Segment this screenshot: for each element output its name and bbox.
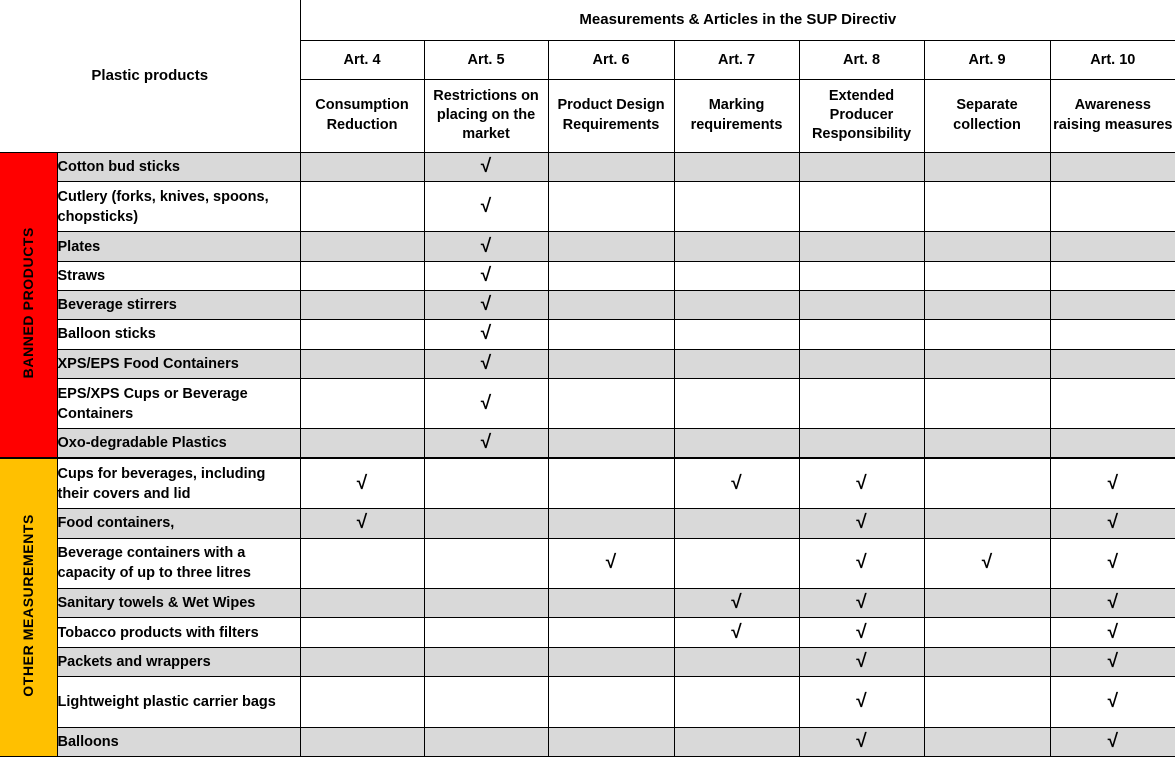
table-row (0, 538, 1175, 589)
check-cell-empty (548, 232, 674, 261)
column-desc-producer-responsibility: Extended Producer Responsibility (799, 79, 924, 152)
check-cell-marked: √ (424, 232, 548, 261)
check-cell-empty (674, 232, 799, 261)
check-cell-empty (799, 378, 924, 429)
check-cell-empty (300, 677, 424, 728)
check-cell-empty (1050, 152, 1175, 181)
category-band-banned-products (0, 152, 57, 458)
column-desc-separate-collection: Separate collection (924, 79, 1050, 152)
check-cell-marked: √ (1050, 458, 1175, 509)
column-header-art-6: Art. 6 (548, 40, 674, 79)
check-cell-empty (548, 429, 674, 458)
table-row (0, 290, 1175, 319)
check-cell-empty (799, 290, 924, 319)
check-cell-empty (924, 181, 1050, 232)
category-label: OTHER MEASUREMENTS (20, 513, 37, 697)
group-header-title: Measurements & Articles in the SUP Directiv (300, 0, 1175, 40)
category-band-other-measurements (0, 458, 57, 756)
check-cell-empty (300, 290, 424, 319)
check-cell-empty (799, 232, 924, 261)
table-row (0, 349, 1175, 378)
check-cell-empty (548, 589, 674, 618)
table-row (0, 458, 1175, 509)
check-cell-empty (548, 647, 674, 676)
check-cell-marked: √ (924, 538, 1050, 589)
check-cell-empty (300, 232, 424, 261)
column-desc-product-design: Product Design Requirements (548, 79, 674, 152)
table-body (0, 152, 1175, 757)
table-row (0, 647, 1175, 676)
check-cell-marked: √ (300, 509, 424, 538)
check-cell-marked: √ (799, 618, 924, 647)
check-cell-empty (300, 429, 424, 458)
check-cell-empty (548, 378, 674, 429)
table-row (0, 152, 1175, 181)
check-cell-empty (674, 181, 799, 232)
check-cell-empty (799, 349, 924, 378)
check-cell-empty (674, 509, 799, 538)
check-cell-empty (924, 618, 1050, 647)
check-cell-empty (424, 677, 548, 728)
table-row (0, 727, 1175, 756)
column-header-art-9: Art. 9 (924, 40, 1050, 79)
product-name-cell: Cups for beverages, including their covers and lid (57, 458, 300, 509)
check-cell-empty (300, 181, 424, 232)
check-cell-empty (674, 647, 799, 676)
check-cell-empty (799, 261, 924, 290)
check-cell-marked: √ (1050, 647, 1175, 676)
check-cell-empty (924, 378, 1050, 429)
check-cell-empty (1050, 378, 1175, 429)
column-desc-market-restrictions: Restrictions on placing on the market (424, 79, 548, 152)
table-row (0, 320, 1175, 349)
check-cell-empty (548, 458, 674, 509)
product-name-cell: Cutlery (forks, knives, spoons, chopsticks) (57, 181, 300, 232)
check-cell-empty (1050, 261, 1175, 290)
check-cell-empty (548, 152, 674, 181)
check-cell-empty (1050, 181, 1175, 232)
check-cell-marked: √ (1050, 509, 1175, 538)
check-cell-marked: √ (1050, 677, 1175, 728)
check-cell-empty (424, 509, 548, 538)
check-cell-empty (424, 538, 548, 589)
check-cell-empty (924, 589, 1050, 618)
check-cell-empty (924, 320, 1050, 349)
product-name-cell: Lightweight plastic carrier bags (57, 677, 300, 728)
table-row (0, 589, 1175, 618)
check-cell-marked: √ (424, 349, 548, 378)
check-cell-marked: √ (799, 677, 924, 728)
check-cell-marked: √ (424, 320, 548, 349)
check-cell-empty (799, 429, 924, 458)
product-name-cell: EPS/XPS Cups or Beverage Containers (57, 378, 300, 429)
check-cell-empty (674, 677, 799, 728)
column-desc-marking-requirements: Marking requirements (674, 79, 799, 152)
check-cell-empty (1050, 429, 1175, 458)
check-cell-empty (674, 290, 799, 319)
check-cell-empty (924, 458, 1050, 509)
check-cell-empty (424, 727, 548, 756)
check-cell-empty (548, 181, 674, 232)
check-cell-empty (799, 320, 924, 349)
check-cell-empty (300, 320, 424, 349)
column-header-art-5: Art. 5 (424, 40, 548, 79)
check-cell-empty (548, 349, 674, 378)
check-cell-marked: √ (1050, 589, 1175, 618)
check-cell-empty (924, 290, 1050, 319)
check-cell-marked: √ (799, 647, 924, 676)
check-cell-empty (924, 727, 1050, 756)
check-cell-empty (548, 509, 674, 538)
column-header-art-4: Art. 4 (300, 40, 424, 79)
check-cell-marked: √ (799, 727, 924, 756)
table-row (0, 429, 1175, 458)
check-cell-empty (674, 152, 799, 181)
check-cell-empty (674, 320, 799, 349)
check-cell-empty (924, 429, 1050, 458)
product-name-cell: Balloon sticks (57, 320, 300, 349)
column-header-art-10: Art. 10 (1050, 40, 1175, 79)
product-name-cell: Tobacco products with filters (57, 618, 300, 647)
check-cell-marked: √ (424, 181, 548, 232)
product-name-cell: Oxo-degradable Plastics (57, 429, 300, 458)
check-cell-empty (924, 232, 1050, 261)
category-label: BANNED PRODUCTS (20, 226, 37, 379)
check-cell-empty (674, 349, 799, 378)
product-name-cell: Beverage containers with a capacity of up to three litres (57, 538, 300, 589)
check-cell-empty (924, 152, 1050, 181)
check-cell-marked: √ (799, 458, 924, 509)
check-cell-empty (924, 677, 1050, 728)
check-cell-empty (424, 618, 548, 647)
check-cell-marked: √ (799, 589, 924, 618)
check-cell-empty (674, 429, 799, 458)
table-header (0, 0, 1175, 152)
check-cell-empty (300, 261, 424, 290)
check-cell-marked: √ (424, 429, 548, 458)
check-cell-empty (300, 647, 424, 676)
product-name-cell: Food containers, (57, 509, 300, 538)
check-cell-empty (424, 458, 548, 509)
check-cell-empty (300, 727, 424, 756)
product-name-cell: XPS/EPS Food Containers (57, 349, 300, 378)
table-row (0, 232, 1175, 261)
check-cell-marked: √ (799, 509, 924, 538)
check-cell-empty (548, 727, 674, 756)
column-desc-awareness-raising: Awareness raising measures (1050, 79, 1175, 152)
table-row (0, 677, 1175, 728)
column-header-art-8: Art. 8 (799, 40, 924, 79)
product-name-cell: Plates (57, 232, 300, 261)
column-header-art-7: Art. 7 (674, 40, 799, 79)
product-name-cell: Beverage stirrers (57, 290, 300, 319)
product-name-cell: Sanitary towels & Wet Wipes (57, 589, 300, 618)
product-name-cell: Straws (57, 261, 300, 290)
check-cell-marked: √ (1050, 727, 1175, 756)
check-cell-empty (424, 647, 548, 676)
check-cell-empty (300, 349, 424, 378)
check-cell-empty (924, 349, 1050, 378)
check-cell-marked: √ (674, 589, 799, 618)
check-cell-marked: √ (1050, 618, 1175, 647)
check-cell-empty (1050, 349, 1175, 378)
check-cell-empty (300, 378, 424, 429)
check-cell-empty (548, 677, 674, 728)
check-cell-empty (674, 727, 799, 756)
column-desc-consumption-reduction: Consumption Reduction (300, 79, 424, 152)
header-row-group-title (0, 0, 1175, 40)
check-cell-empty (924, 261, 1050, 290)
product-name-cell: Cotton bud sticks (57, 152, 300, 181)
table-row (0, 261, 1175, 290)
check-cell-empty (548, 320, 674, 349)
table-row (0, 509, 1175, 538)
check-cell-empty (548, 618, 674, 647)
check-cell-empty (674, 538, 799, 589)
table-row (0, 378, 1175, 429)
check-cell-empty (924, 509, 1050, 538)
check-cell-empty (548, 261, 674, 290)
table-row (0, 618, 1175, 647)
check-cell-marked: √ (300, 458, 424, 509)
check-cell-marked: √ (424, 261, 548, 290)
check-cell-marked: √ (674, 458, 799, 509)
check-cell-empty (424, 589, 548, 618)
check-cell-empty (799, 152, 924, 181)
check-cell-empty (1050, 290, 1175, 319)
check-cell-marked: √ (799, 538, 924, 589)
check-cell-empty (300, 618, 424, 647)
check-cell-empty (674, 378, 799, 429)
check-cell-empty (300, 538, 424, 589)
check-cell-empty (300, 152, 424, 181)
table-row (0, 181, 1175, 232)
check-cell-marked: √ (424, 290, 548, 319)
check-cell-marked: √ (424, 152, 548, 181)
check-cell-empty (674, 261, 799, 290)
product-name-cell: Balloons (57, 727, 300, 756)
check-cell-empty (548, 290, 674, 319)
product-name-cell: Packets and wrappers (57, 647, 300, 676)
check-cell-empty (300, 589, 424, 618)
check-cell-marked: √ (1050, 538, 1175, 589)
check-cell-empty (799, 181, 924, 232)
check-cell-marked: √ (424, 378, 548, 429)
check-cell-empty (1050, 320, 1175, 349)
check-cell-marked: √ (548, 538, 674, 589)
check-cell-empty (924, 647, 1050, 676)
check-cell-marked: √ (674, 618, 799, 647)
check-cell-empty (1050, 232, 1175, 261)
row-header-label: Plastic products (0, 0, 300, 152)
